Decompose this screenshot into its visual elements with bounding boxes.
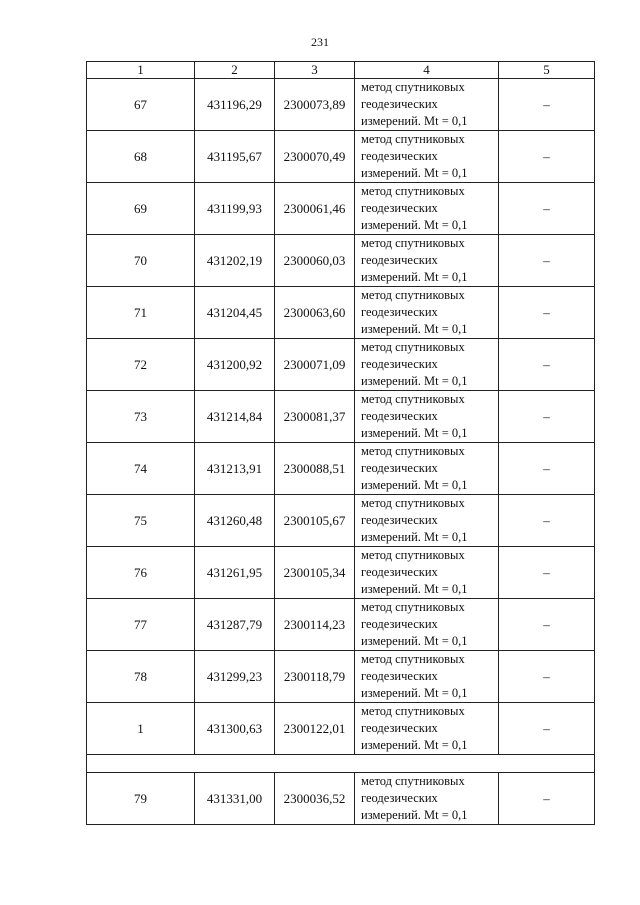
x-coordinate-cell: 431299,23 bbox=[195, 651, 275, 703]
y-coordinate-cell: 2300063,60 bbox=[275, 287, 355, 339]
method-cell: метод спутниковых геодезических измерений. Mt = 0,1 bbox=[355, 443, 499, 495]
x-coordinate-cell: 431202,19 bbox=[195, 235, 275, 287]
table-row bbox=[87, 339, 595, 391]
table-body bbox=[87, 79, 595, 825]
column-header: 3 bbox=[275, 62, 355, 79]
y-coordinate-cell: 2300114,23 bbox=[275, 599, 355, 651]
point-number-cell: 78 bbox=[87, 651, 195, 703]
x-coordinate-cell: 431260,48 bbox=[195, 495, 275, 547]
column-header: 1 bbox=[87, 62, 195, 79]
point-number-cell: 73 bbox=[87, 391, 195, 443]
method-cell: метод спутниковых геодезических измерений. Mt = 0,1 bbox=[355, 235, 499, 287]
table-row bbox=[87, 131, 595, 183]
x-coordinate-cell: 431300,63 bbox=[195, 703, 275, 755]
x-coordinate-cell: 431214,84 bbox=[195, 391, 275, 443]
note-cell: – bbox=[499, 131, 595, 183]
point-number-cell: 69 bbox=[87, 183, 195, 235]
y-coordinate-cell: 2300036,52 bbox=[275, 773, 355, 825]
method-cell: метод спутниковых геодезических измерений. Mt = 0,1 bbox=[355, 79, 499, 131]
table-row bbox=[87, 703, 595, 755]
table-row bbox=[87, 287, 595, 339]
coordinates-table bbox=[86, 61, 595, 825]
method-cell: метод спутниковых геодезических измерений. Mt = 0,1 bbox=[355, 547, 499, 599]
column-header: 5 bbox=[499, 62, 595, 79]
table-row bbox=[87, 599, 595, 651]
table-row bbox=[87, 79, 595, 131]
note-cell: – bbox=[499, 79, 595, 131]
y-coordinate-cell: 2300088,51 bbox=[275, 443, 355, 495]
method-cell: метод спутниковых геодезических измерений. Mt = 0,1 bbox=[355, 773, 499, 825]
method-cell: метод спутниковых геодезических измерений. Mt = 0,1 bbox=[355, 495, 499, 547]
method-cell: метод спутниковых геодезических измерений. Mt = 0,1 bbox=[355, 703, 499, 755]
x-coordinate-cell: 431195,67 bbox=[195, 131, 275, 183]
x-coordinate-cell: 431331,00 bbox=[195, 773, 275, 825]
note-cell: – bbox=[499, 183, 595, 235]
table-row bbox=[87, 651, 595, 703]
point-number-cell: 74 bbox=[87, 443, 195, 495]
point-number-cell: 79 bbox=[87, 773, 195, 825]
note-cell: – bbox=[499, 651, 595, 703]
y-coordinate-cell: 2300071,09 bbox=[275, 339, 355, 391]
method-cell: метод спутниковых геодезических измерений. Mt = 0,1 bbox=[355, 287, 499, 339]
point-number-cell: 71 bbox=[87, 287, 195, 339]
column-header: 2 bbox=[195, 62, 275, 79]
x-coordinate-cell: 431196,29 bbox=[195, 79, 275, 131]
y-coordinate-cell: 2300105,67 bbox=[275, 495, 355, 547]
y-coordinate-cell: 2300073,89 bbox=[275, 79, 355, 131]
table-header-row bbox=[87, 62, 595, 79]
point-number-cell: 76 bbox=[87, 547, 195, 599]
point-number-cell: 72 bbox=[87, 339, 195, 391]
point-number-cell: 75 bbox=[87, 495, 195, 547]
y-coordinate-cell: 2300122,01 bbox=[275, 703, 355, 755]
point-number-cell: 1 bbox=[87, 703, 195, 755]
method-cell: метод спутниковых геодезических измерений. Mt = 0,1 bbox=[355, 651, 499, 703]
table-row bbox=[87, 547, 595, 599]
table-row bbox=[87, 495, 595, 547]
point-number-cell: 67 bbox=[87, 79, 195, 131]
x-coordinate-cell: 431204,45 bbox=[195, 287, 275, 339]
page-number: 231 bbox=[311, 35, 329, 49]
method-cell: метод спутниковых геодезических измерений. Mt = 0,1 bbox=[355, 131, 499, 183]
table-row bbox=[87, 235, 595, 287]
point-number-cell: 70 bbox=[87, 235, 195, 287]
y-coordinate-cell: 2300118,79 bbox=[275, 651, 355, 703]
y-coordinate-cell: 2300060,03 bbox=[275, 235, 355, 287]
method-cell: метод спутниковых геодезических измерений. Mt = 0,1 bbox=[355, 183, 499, 235]
table-row bbox=[87, 443, 595, 495]
y-coordinate-cell: 2300061,46 bbox=[275, 183, 355, 235]
x-coordinate-cell: 431200,92 bbox=[195, 339, 275, 391]
note-cell: – bbox=[499, 547, 595, 599]
y-coordinate-cell: 2300081,37 bbox=[275, 391, 355, 443]
x-coordinate-cell: 431261,95 bbox=[195, 547, 275, 599]
table-row bbox=[87, 391, 595, 443]
point-number-cell: 68 bbox=[87, 131, 195, 183]
note-cell: – bbox=[499, 599, 595, 651]
column-header: 4 bbox=[355, 62, 499, 79]
point-number-cell: 77 bbox=[87, 599, 195, 651]
note-cell: – bbox=[499, 443, 595, 495]
y-coordinate-cell: 2300105,34 bbox=[275, 547, 355, 599]
x-coordinate-cell: 431287,79 bbox=[195, 599, 275, 651]
spacer-row bbox=[87, 755, 595, 773]
method-cell: метод спутниковых геодезических измерений. Mt = 0,1 bbox=[355, 339, 499, 391]
note-cell: – bbox=[499, 287, 595, 339]
table-row bbox=[87, 773, 595, 825]
x-coordinate-cell: 431199,93 bbox=[195, 183, 275, 235]
note-cell: – bbox=[499, 773, 595, 825]
method-cell: метод спутниковых геодезических измерений. Mt = 0,1 bbox=[355, 599, 499, 651]
note-cell: – bbox=[499, 235, 595, 287]
y-coordinate-cell: 2300070,49 bbox=[275, 131, 355, 183]
spacer-cell bbox=[87, 755, 595, 773]
note-cell: – bbox=[499, 703, 595, 755]
x-coordinate-cell: 431213,91 bbox=[195, 443, 275, 495]
note-cell: – bbox=[499, 495, 595, 547]
note-cell: – bbox=[499, 391, 595, 443]
table-row bbox=[87, 183, 595, 235]
note-cell: – bbox=[499, 339, 595, 391]
method-cell: метод спутниковых геодезических измерений. Mt = 0,1 bbox=[355, 391, 499, 443]
